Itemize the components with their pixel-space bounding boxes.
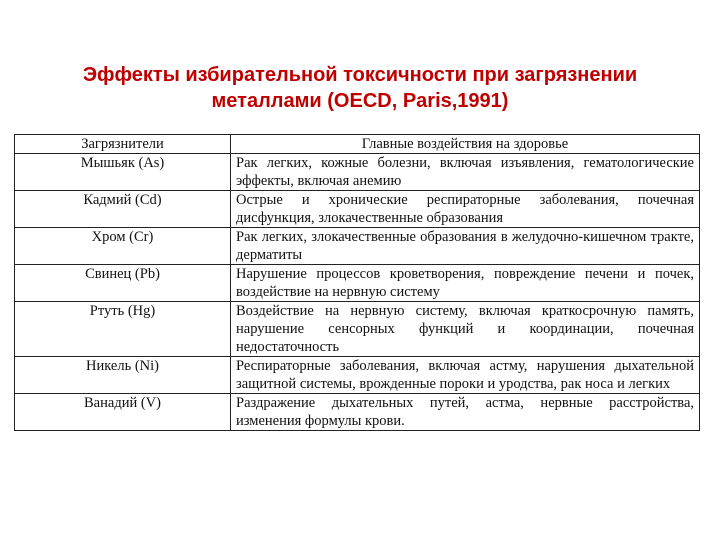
table-row [15,394,700,431]
slide-title [40,62,680,114]
pollutant-cell: Мышьяк (As) [15,154,231,191]
pollutant-cell: Никель (Ni) [15,357,231,394]
pollutant-cell: Хром (Cr) [15,228,231,265]
health-effect-cell: Рак легких, злокачественные образования в желудочно-кишечном тракте, дерматиты [231,228,700,265]
table-row [15,191,700,228]
table-header-row [15,135,700,154]
column-header-pollutants: Загрязнители [15,135,231,154]
health-effect-cell: Раздражение дыхательных путей, астма, нервные расстройства, изменения формулы крови. [231,394,700,431]
table-row [15,265,700,302]
table-row [15,357,700,394]
title-line-1: Эффекты избирательной токсичности при загрязнении [82,64,638,86]
table-row [15,228,700,265]
title-line-2: металлами (OECD, Paris,1991) [211,90,509,112]
pollutant-cell: Ртуть (Hg) [15,302,231,357]
health-effect-cell: Рак легких, кожные болезни, включая изъявления, гематологические эффекты, включая анемию [231,154,700,191]
health-effect-cell: Острые и хронические респираторные заболевания, почечная дисфункция, злокачественные образования [231,191,700,228]
table-row [15,154,700,191]
pollutant-cell: Ванадий (V) [15,394,231,431]
toxicity-table [14,134,700,431]
pollutant-cell: Свинец (Pb) [15,265,231,302]
table-row [15,302,700,357]
health-effect-cell: Респираторные заболевания, включая астму, нарушения дыхательной защитной системы, врожденные пороки и уродства, рак носа и легких [231,357,700,394]
column-header-health-effects: Главные воздействия на здоровье [231,135,700,154]
health-effect-cell: Нарушение процессов кроветворения, повреждение печени и почек, воздействие на нервную систему [231,265,700,302]
health-effect-cell: Воздействие на нервную систему, включая краткосрочную память, нарушение сенсорных функций и координации, почечная недостаточность [231,302,700,357]
pollutant-cell: Кадмий (Cd) [15,191,231,228]
